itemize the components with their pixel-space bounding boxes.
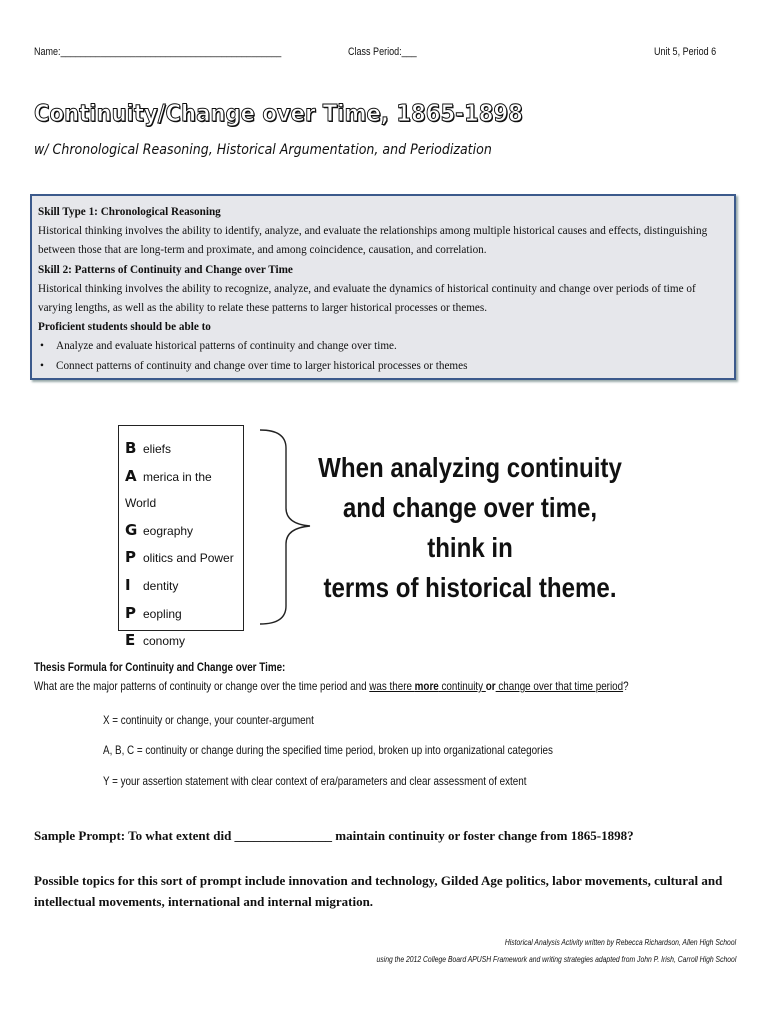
bagpipe-letter: G — [125, 520, 138, 539]
callout-line: and change over time, think in — [342, 492, 598, 563]
thesis-y-line: Y = your assertion statement with clear context of era/parameters and clear assessment of extent — [103, 774, 527, 788]
credit-line: using the 2012 College Board APUSH Framework and writing strategies adapted from John P. Irish, Carroll High School — [376, 955, 736, 964]
sample-prompt: Sample Prompt: To what extent did _______________ maintain continuity or foster change from 1865-1898? — [34, 828, 634, 843]
thesis-x-line: X = continuity or change, your counter-argument — [103, 713, 314, 727]
question-or: or — [485, 679, 496, 693]
bagpipe-item — [125, 463, 243, 517]
bagpipe-word: eopling — [143, 606, 182, 621]
bagpipe-box — [118, 425, 244, 650]
possible-topics: Possible topics for this sort of prompt include innovation and technology, Gilded Age politics, labor movements, cultural and intellectual movements, international and internal migration. — [34, 873, 723, 909]
bagpipe-item — [125, 627, 243, 655]
list-item: • Connect patterns of continuity and change over time to larger historical processes or themes — [56, 357, 726, 376]
list-item: • Analyze and evaluate historical patterns of continuity and change over time. — [56, 337, 726, 356]
bagpipe-letter: P — [125, 603, 136, 622]
unit-label: Unit 5, Period 6 — [654, 46, 717, 58]
skill2-text: Historical thinking involves the ability to recognize, analyze, and evaluate the dynamics of historical continuity and change over periods of time of varying lengths, as well as the ability to relate these patterns to larger historical processes or themes. — [38, 282, 696, 315]
bagpipe-item — [125, 600, 243, 628]
question-underline: change over that time period — [495, 679, 624, 693]
bagpipe-word: olitics and Power — [143, 551, 234, 566]
theme-callout — [315, 448, 625, 608]
bagpipe-item — [125, 572, 243, 600]
bagpipe-word: eography — [143, 523, 194, 538]
proficient-heading: Proficient students should be able to — [38, 321, 211, 334]
thesis-question — [34, 679, 629, 693]
bagpipe-letter: P — [125, 548, 136, 567]
question-underline: was there — [369, 679, 415, 693]
bagpipe-item — [125, 517, 243, 545]
question-more: more — [414, 679, 439, 693]
question-end: ? — [623, 679, 629, 693]
bagpipe-item — [125, 435, 243, 463]
bagpipe-word: conomy — [143, 634, 186, 649]
thesis-abc-line: A, B, C = continuity or change during the specified time period, broken up into organizational categories — [103, 743, 553, 757]
page-subtitle: w/ Chronological Reasoning, Historical Argumentation, and Periodization — [34, 142, 492, 158]
class-period-label: Class Period:___ — [348, 46, 417, 58]
page-title: Continuity/Change over Time, 1865-1898 — [34, 101, 523, 127]
bagpipe-item — [125, 544, 243, 572]
bagpipe-word: eliefs — [143, 442, 172, 456]
name-field-label: Name:____________________________________________ — [34, 46, 282, 58]
callout-line: terms of historical theme. — [323, 572, 617, 603]
credit-line: Historical Analysis Activity written by Rebecca Richardson, Allen High School — [504, 938, 736, 947]
bagpipe-letter: A — [125, 466, 137, 485]
callout-line: When analyzing continuity — [318, 452, 622, 483]
skill1-text: Historical thinking involves the ability to identify, analyze, and evaluate the relationships among multiple historical causes and effects, distinguishing between those that are long-term and proximate, and among coincidence, causation, and correlation. — [38, 225, 708, 257]
skills-box — [30, 194, 736, 380]
question-underline: continuity — [438, 679, 486, 693]
bagpipe-letter: E — [125, 631, 136, 650]
bagpipe-word: dentity — [143, 578, 179, 593]
proficient-list — [38, 337, 726, 375]
thesis-heading: Thesis Formula for Continuity and Change over Time: — [34, 660, 286, 674]
question-text: What are the major patterns of continuity or change over the time period and — [34, 679, 370, 693]
bagpipe-letter: I — [125, 575, 131, 594]
bagpipe-letter: B — [125, 439, 137, 457]
bagpipe-word: merica in the World — [125, 469, 212, 511]
curly-brace-icon — [256, 428, 316, 628]
skill1-heading: Skill Type 1: Chronological Reasoning — [38, 206, 221, 218]
skill2-heading: Skill 2: Patterns of Continuity and Change over Time — [38, 263, 293, 276]
